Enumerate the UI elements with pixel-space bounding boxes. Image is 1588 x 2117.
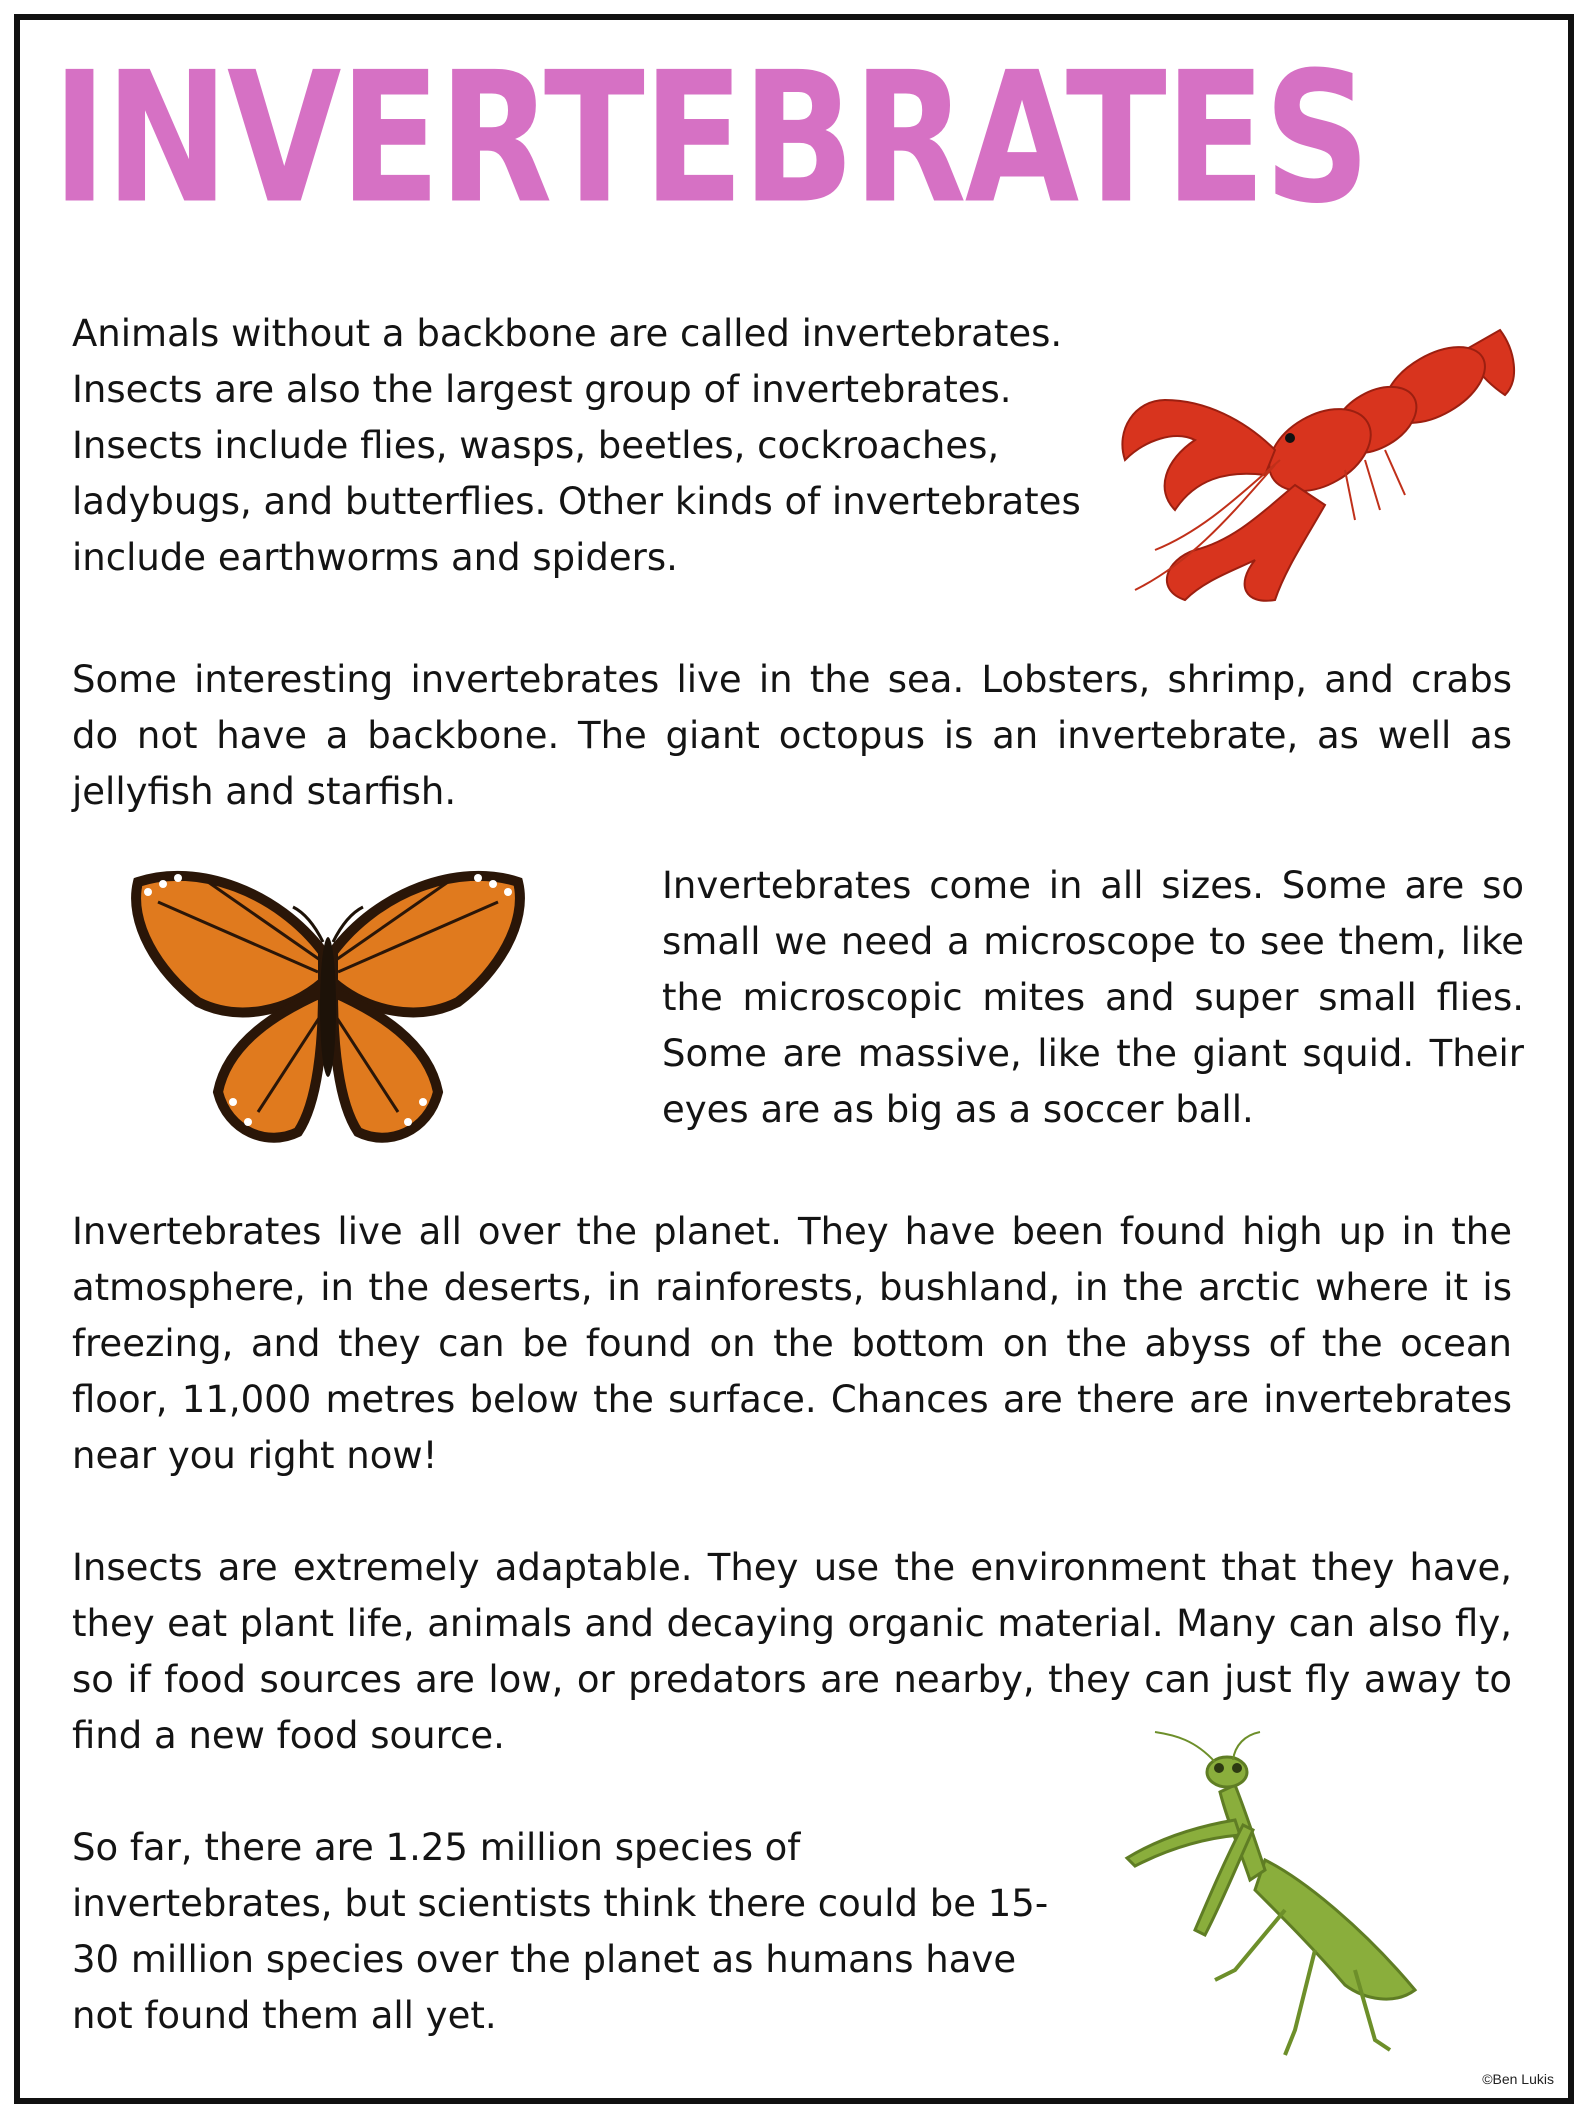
- paragraph-sizes: Invertebrates come in all sizes. Some are so small we need a microscope to see them, like the microscopic mites and super small flies. Some are massive, like the giant squid. Their eyes are as big as a soccer ball.: [662, 864, 1524, 1131]
- paragraph-adaptable: Insects are extremely adaptable. They use the environment that they have, they eat plant life, animals and decaying organic material. Many can also fly, so if food sources are low, or predators are nearby, they can just fly away to find a new food source.: [72, 1546, 1512, 1757]
- copyright-credit: ©Ben Lukis: [1482, 2071, 1554, 2087]
- lobster-image: [1095, 290, 1525, 610]
- paragraph-intro: Animals without a backbone are called invertebrates. Insects are also the largest group of invertebrates. Insects include flies, wasps, beetles, cockroaches, ladybugs, and butterflies. Other kinds of invertebrates include earthworms and spiders.: [72, 312, 1081, 579]
- paragraph-sea: Some interesting invertebrates live in the sea. Lobsters, shrimp, and crabs do not have a backbone. The giant octopus is an invertebrate, as well as jellyfish and starfish.: [72, 658, 1512, 813]
- paragraph-species: So far, there are 1.25 million species of invertebrates, but scientists think there could be 15-30 million species over the planet as humans have not found them all yet.: [72, 1826, 1049, 2037]
- butterfly-image: [118, 862, 538, 1162]
- mantis-image: [1115, 1730, 1455, 2060]
- paragraph-habitats: Invertebrates live all over the planet. They have been found high up in the atmosphere, in the deserts, in rainforests, bushland, in the arctic where it is freezing, and they can be found on the bottom on the abyss of the ocean floor, 11,000 metres below the surface. Chances are there are invertebrates near you right now!: [72, 1210, 1512, 1477]
- page-title: INVERTEBRATES: [52, 33, 1369, 244]
